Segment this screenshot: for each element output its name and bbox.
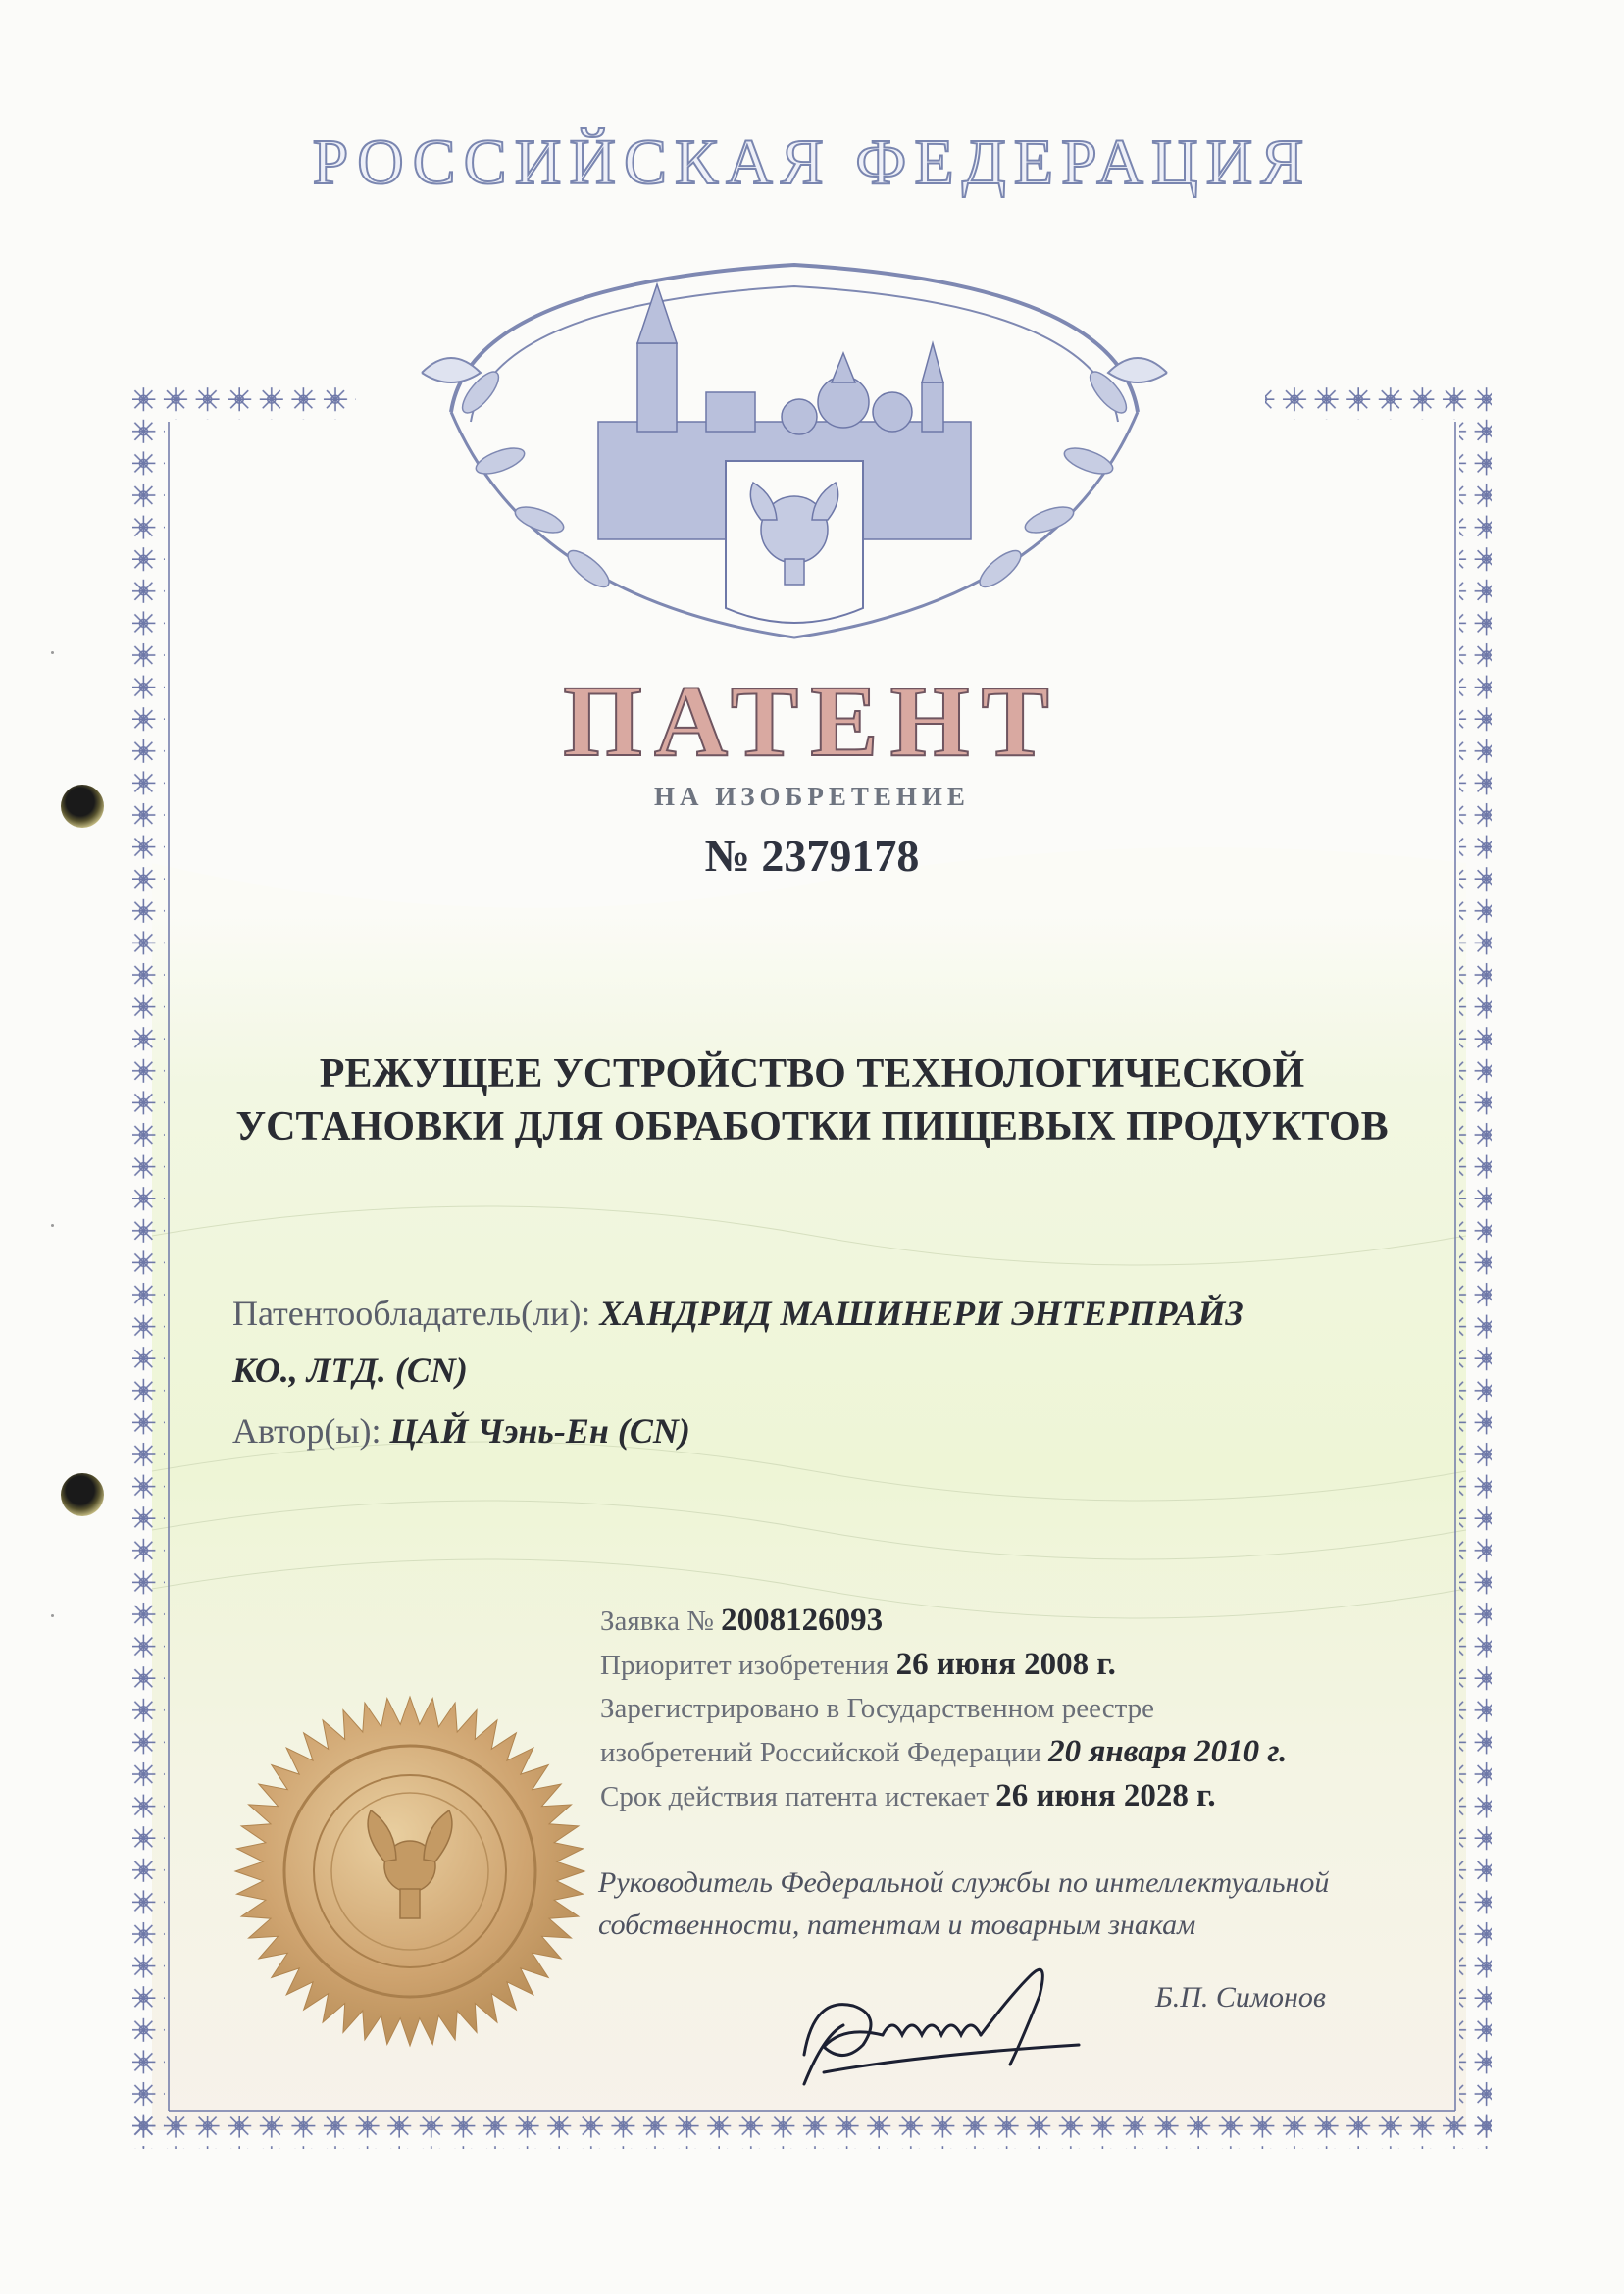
invention-title-line: РЕЖУЩЕЕ УСТРОЙСТВО ТЕХНОЛОГИЧЕСКОЙ	[319, 1051, 1305, 1096]
speck	[51, 1224, 54, 1227]
holder-label: Патентообладатель(ли):	[232, 1294, 591, 1333]
registration-details	[600, 1599, 1483, 1818]
kremlin-wreath-emblem	[412, 226, 1177, 657]
gold-seal	[233, 1695, 586, 2048]
patent-author	[232, 1410, 690, 1452]
application-label: Заявка №	[600, 1606, 714, 1637]
invention-title	[0, 1047, 1624, 1153]
patent-number: № 2379178	[704, 831, 920, 881]
punch-hole	[61, 1473, 104, 1516]
patent-holder	[232, 1285, 1390, 1399]
registered-label-cont: изобретений Российской Федерации	[600, 1737, 1041, 1768]
signatory-name: Б.П. Симонов	[1155, 1981, 1326, 2014]
signatory-title-line: Руководитель Федеральной службы по интеллектуальной	[598, 1866, 1330, 1899]
invention-title-line: УСТАНОВКИ ДЛЯ ОБРАБОТКИ ПИЩЕВЫХ ПРОДУКТОВ	[235, 1104, 1389, 1149]
signatory-title-line: собственности, патентам и товарным знакам	[598, 1909, 1196, 1941]
priority-label: Приоритет изобретения	[600, 1650, 889, 1681]
holder-value-cont: КО., ЛТД. (CN)	[232, 1351, 468, 1390]
expiry-label: Срок действия патента истекает	[600, 1781, 990, 1812]
holder-value: ХАНДРИД МАШИНЕРИ ЭНТЕРПРАЙЗ	[599, 1294, 1243, 1333]
speck	[51, 651, 54, 654]
country-heading: РОССИЙСКАЯ ФЕДЕРАЦИЯ	[312, 127, 1312, 198]
speck	[51, 1614, 54, 1617]
registered-label: Зарегистрировано в Государственном реестре	[600, 1693, 1154, 1724]
handwritten-signature	[785, 1937, 1118, 2094]
document-subtitle: НА ИЗОБРЕТЕНИЕ	[654, 782, 970, 811]
document-title: ПАТЕНТ	[563, 665, 1061, 778]
signatory-title	[598, 1861, 1481, 1946]
application-value: 2008126093	[721, 1603, 884, 1638]
priority-value: 26 июня 2008 г.	[895, 1647, 1116, 1682]
author-value: ЦАЙ Чэнь-Ен (CN)	[389, 1411, 690, 1451]
author-label: Автор(ы):	[232, 1411, 381, 1451]
expiry-value: 26 июня 2028 г.	[995, 1778, 1216, 1813]
registered-value: 20 января 2010 г.	[1048, 1734, 1288, 1769]
